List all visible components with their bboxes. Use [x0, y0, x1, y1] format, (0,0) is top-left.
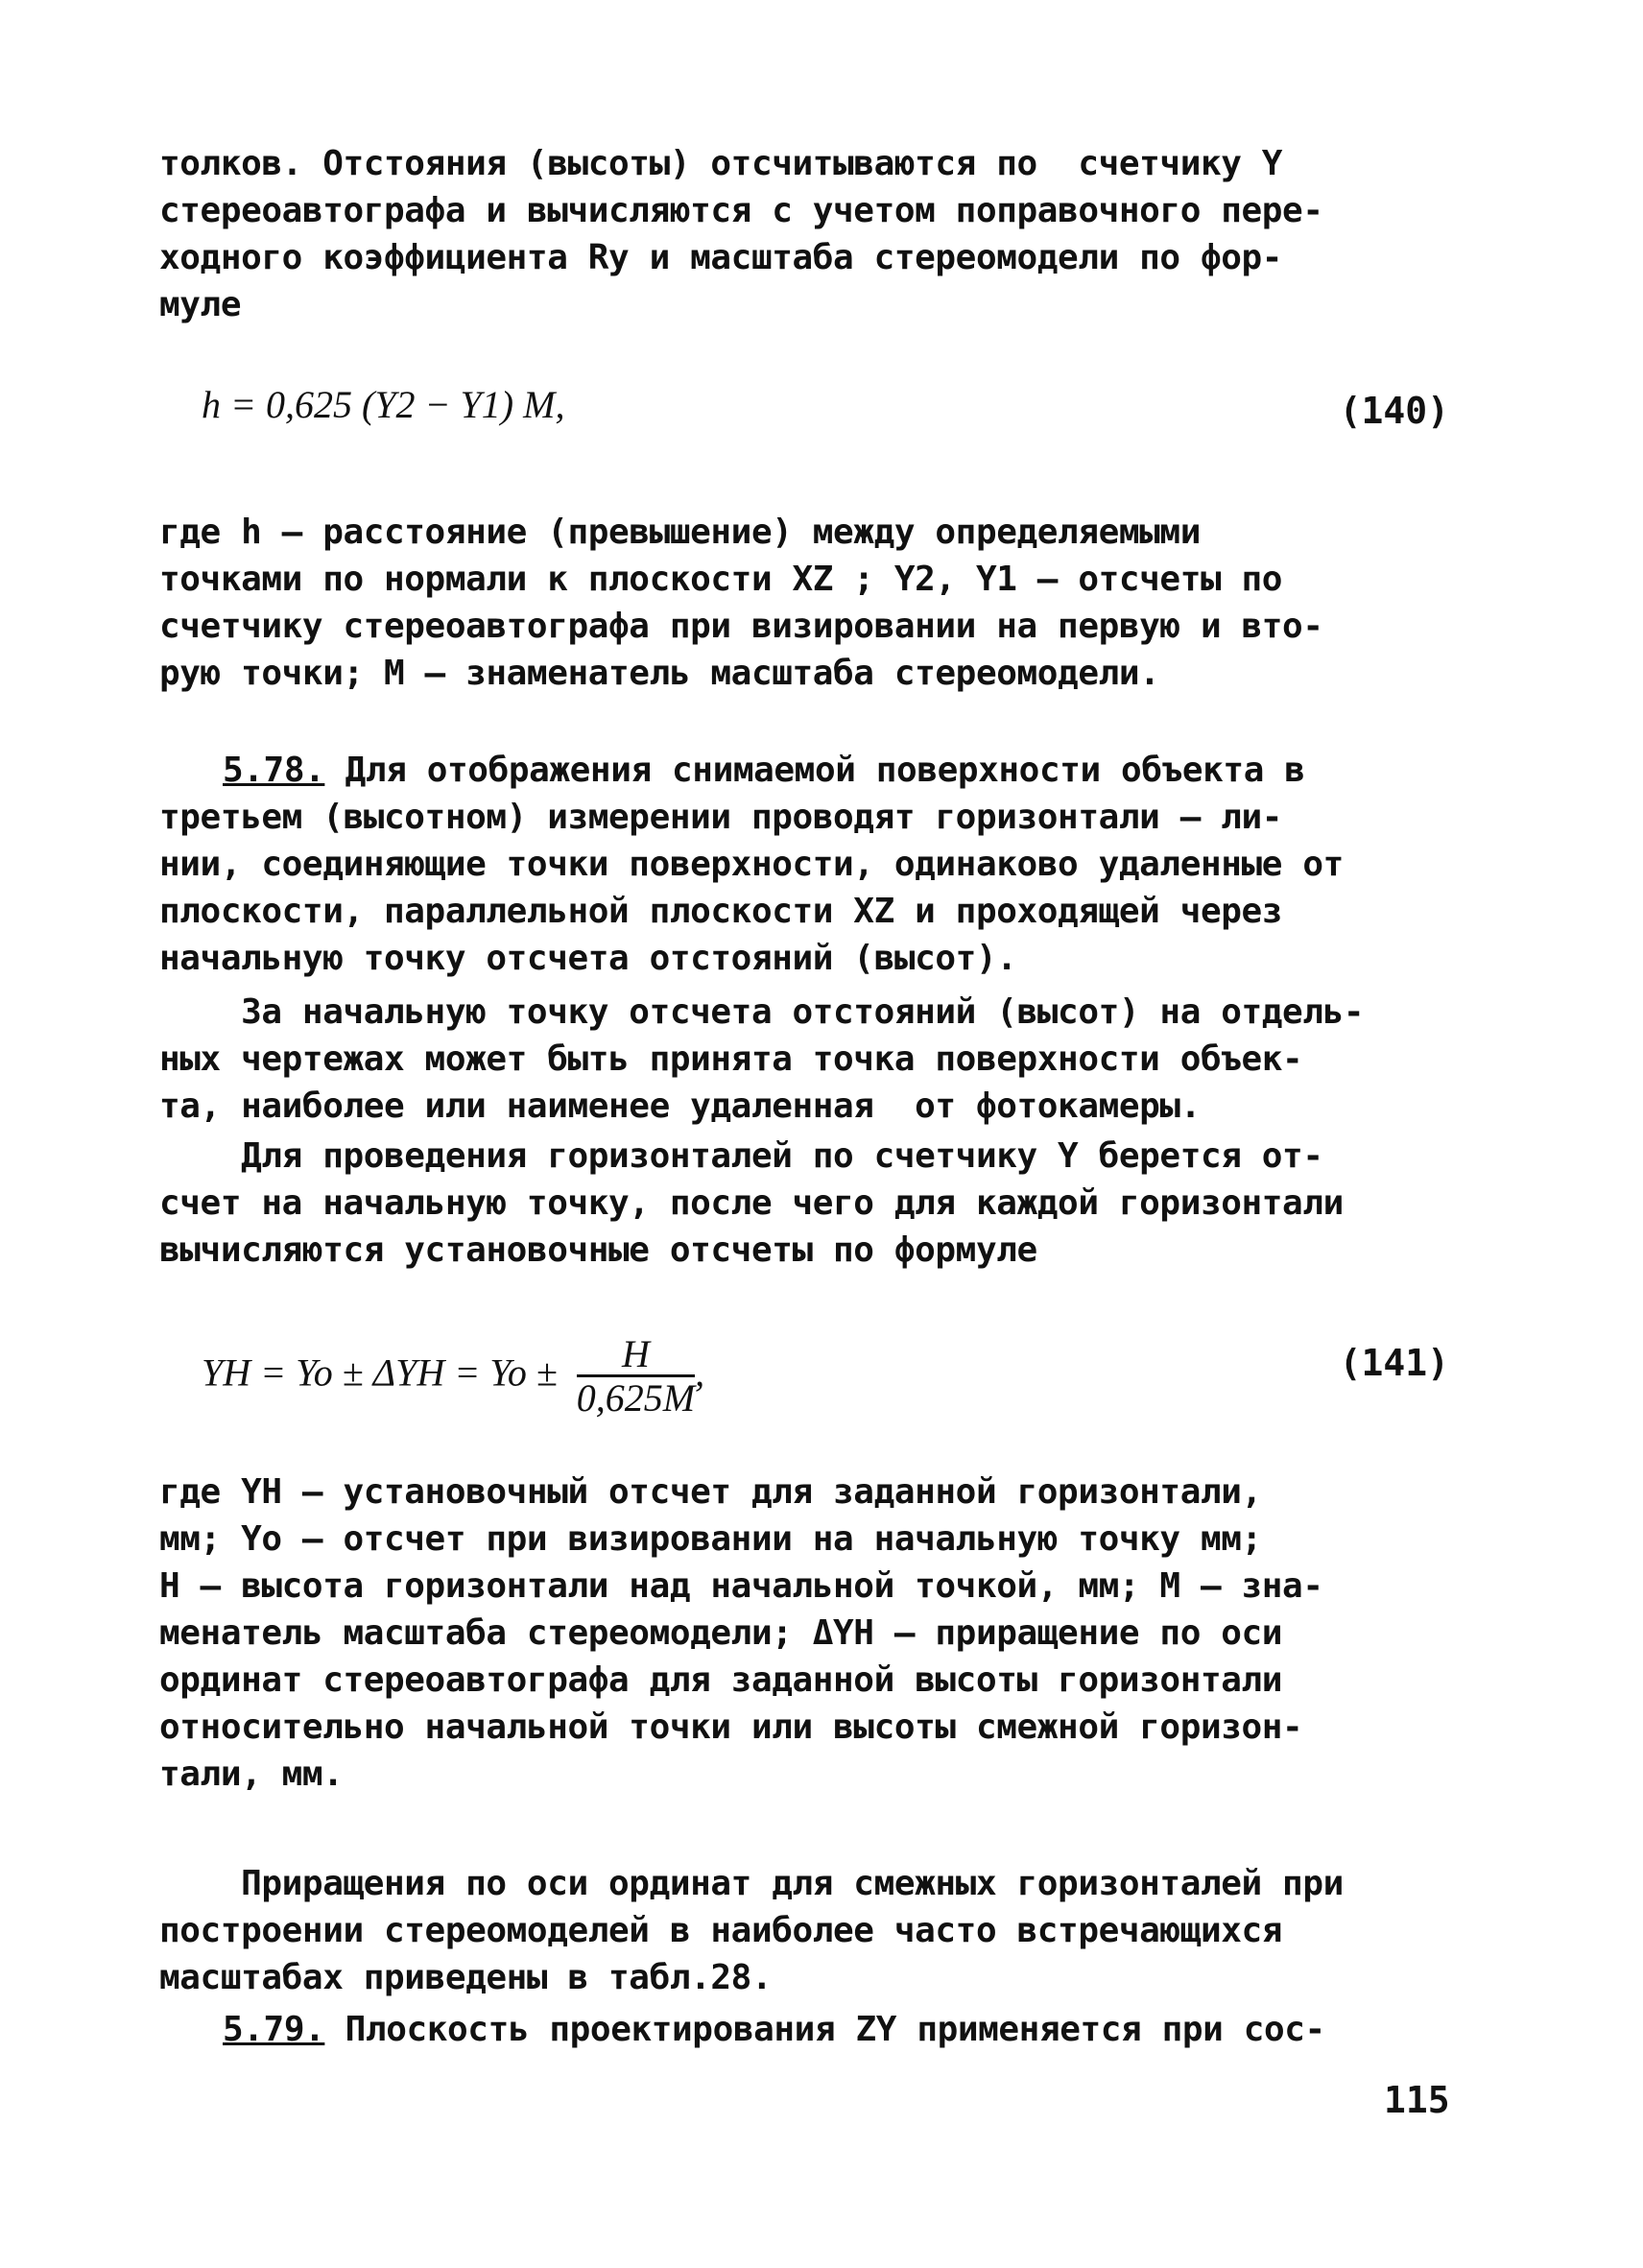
section-5-78 — [159, 747, 1464, 982]
text-line: построении стереомоделей в наиболее часто встречающихся — [159, 1911, 1283, 1950]
section-5-79 — [159, 2006, 1464, 2053]
text-line — [159, 747, 1464, 794]
text-line: та, наиболее или наименее удаленная от фотокамеры. — [159, 1086, 1201, 1126]
paragraph-4 — [159, 1133, 1464, 1274]
paragraph-6 — [159, 1860, 1464, 2001]
text-line: ходного коэффициента Ry и масштаба стереомодели по фор- — [159, 238, 1283, 277]
text-line: ординат стереоавтографа для заданной высоты горизонтали — [159, 1660, 1283, 1700]
text-line: Для проведения горизонталей по счетчику Y берется от- — [159, 1136, 1323, 1176]
text-line: начальную точку отсчета отстояний (высот). — [159, 939, 1017, 978]
text-line: H – высота горизонтали над начальной точкой, мм; M – зна- — [159, 1566, 1323, 1606]
text-line: вычисляются установочные отсчеты по формуле — [159, 1230, 1037, 1270]
section-first-line: Для отображения снимаемой поверхности объекта в — [324, 751, 1305, 790]
formula-number: (141) — [1339, 1342, 1449, 1384]
text-line: относительно начальной точки или высоты смежной горизон- — [159, 1707, 1303, 1747]
section-number: 5.78. — [223, 751, 325, 790]
text-line: нии, соединяющие точки поверхности, одинаково удаленные от — [159, 845, 1344, 884]
formula-tail: , — [695, 1350, 705, 1395]
section-first-line: Плоскость проектирования ZY применяется при сос- — [324, 2010, 1325, 2049]
text-line: масштабах приведены в табл.28. — [159, 1958, 773, 1997]
text-line: рую точки; M – знаменатель масштаба стереомодели. — [159, 654, 1160, 693]
text-line: где h – расстояние (превышение) между определяемыми — [159, 513, 1201, 552]
text-line: толков. Отстояния (высоты) отсчитываются по счетчику Y — [159, 144, 1283, 183]
page-number: 115 — [1384, 2079, 1450, 2121]
text-line — [159, 2006, 1464, 2053]
text-line: счет на начальную точку, после чего для каждой горизонтали — [159, 1183, 1344, 1223]
fraction-denominator: 0,625M — [576, 1376, 696, 1420]
paragraph-2 — [159, 509, 1464, 697]
paragraph-5 — [159, 1468, 1464, 1798]
formula-expression: h = 0,625 (Y2 − Y1) M, — [202, 383, 565, 426]
text-line: муле — [159, 285, 242, 324]
section-number: 5.79. — [223, 2010, 325, 2049]
text-line: Приращения по оси ординат для смежных горизонталей при — [159, 1864, 1344, 1903]
text-line: точками по нормали к плоскости XZ ; Y2, Y1 – отсчеты по — [159, 560, 1283, 599]
text-line: стереоавтографа и вычисляются с учетом поправочного пере- — [159, 191, 1323, 230]
text-line: третьем (высотном) измерении проводят горизонтали – ли- — [159, 798, 1283, 837]
formula-fraction — [577, 1334, 695, 1420]
formula-lhs: YH = Yo ± ΔYH = Yo ± — [202, 1350, 558, 1395]
text-line: тали, мм. — [159, 1755, 344, 1794]
fraction-numerator: H — [577, 1334, 695, 1377]
formula-140 — [202, 382, 1449, 459]
text-line: плоскости, параллельной плоскости XZ и проходящей через — [159, 892, 1283, 931]
text-line: менатель масштаба стереомодели; ΔYH – приращение по оси — [159, 1613, 1283, 1653]
formula-141 — [202, 1332, 1449, 1420]
paragraph-3 — [159, 989, 1464, 1130]
text-line: счетчику стереоавтографа при визировании на первую и вто- — [159, 607, 1323, 646]
text-line: ных чертежах может быть принята точка поверхности объек- — [159, 1039, 1303, 1079]
paragraph-1 — [159, 140, 1464, 328]
text-line: мм; Yo – отсчет при визировании на начальную точку мм; — [159, 1519, 1262, 1559]
text-line: где YH – установочный отсчет для заданной горизонтали, — [159, 1472, 1262, 1512]
text-line: За начальную точку отсчета отстояний (высот) на отдель- — [159, 992, 1365, 1032]
formula-number: (140) — [1339, 390, 1449, 432]
